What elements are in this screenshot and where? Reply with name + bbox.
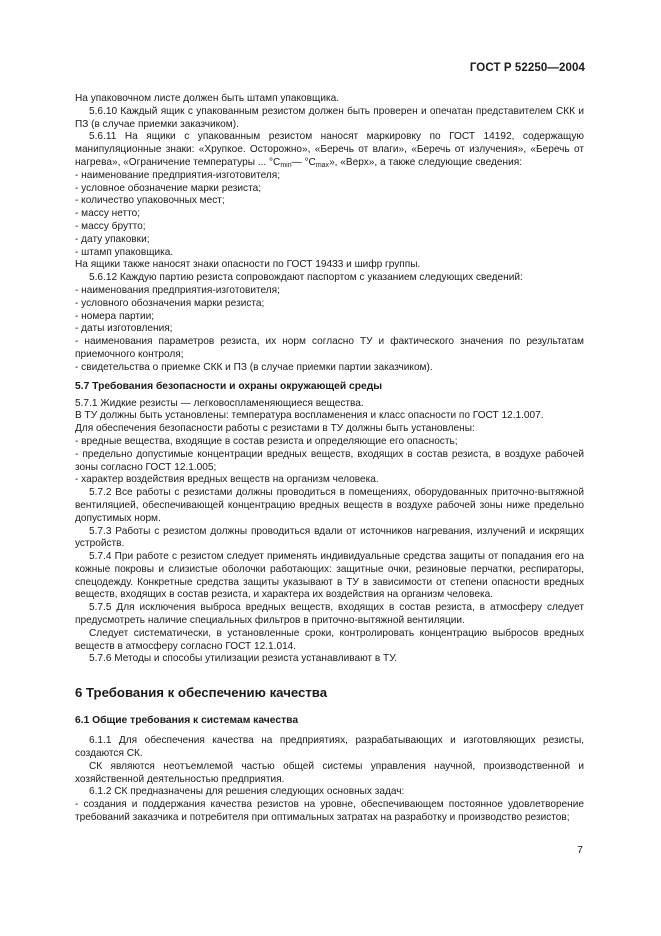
document-body [75, 93, 584, 825]
section-heading-6-1: 6.1 Общие требования к системам качества [75, 715, 299, 727]
subscript-min: min [280, 161, 292, 169]
paragraph: 5.7.6 Методы и способы утилизации резиста устанавливают в ТУ. [89, 653, 398, 665]
list-item: - вредные вещества, входящие в состав резиста и определяющие его опасность; [75, 435, 458, 447]
list-item: - штамп упаковщика. [75, 246, 174, 258]
section-heading-5-7: 5.7 Требования безопасности и охраны окружающей среды [75, 380, 383, 392]
paragraph: 6.1.1 Для обеспечения качества на предприятиях, разрабатывающих и изготовляющих резисты, создаются СК. [75, 735, 584, 760]
list-item: - количество упаковочных мест; [75, 195, 225, 207]
paragraph: На ящики также наносят знаки опасности по ГОСТ 19433 и шифр группы. [75, 259, 421, 271]
subscript-max: max [315, 161, 330, 169]
page-number: 7 [577, 844, 583, 856]
list-item: - наименования параметров резиста, их норм согласно ТУ и фактического значения по результатам приемочного контроля; [75, 336, 584, 360]
chapter-heading-6: 6 Требования к обеспечению качества [75, 685, 328, 701]
list-item: - дату упаковки; [75, 233, 150, 245]
list-item: - даты изготовления; [75, 323, 173, 335]
paragraph: В ТУ должны быть установлены: температура воспламенения и класс опасности по ГОСТ 12.1.007. [75, 410, 544, 422]
paragraph: Следует систематически, в установленные сроки, контролировать концентрацию выбросов вредных веществ в атмосферу согласно ГОСТ 12.1.014. [75, 627, 584, 652]
list-item: - наименования предприятия-изготовителя; [75, 284, 280, 296]
paragraph: 5.7.2 Все работы с резистами должны проводиться в помещениях, оборудованных приточно-вытяжной вентиляцией, обеспечивающей концентрацию вредных веществ в воздухе рабочей зоны ниже предельно допустимых норм. [75, 487, 584, 524]
list-item: - создания и поддержания качества резистов на уровне, обеспечивающем постоянное удовлетворение требований заказчика и потребителя при оптимальных затратах на разработку и производство резистов; [75, 799, 584, 824]
list-item: - массу нетто; [75, 208, 141, 220]
list-item: - массу брутто; [75, 220, 146, 232]
list-item: - характер воздействия вредных веществ на организм человека. [75, 474, 379, 486]
list-item: - свидетельства о приемке СКК и ПЗ (в случае приемки партии заказчиком). [75, 361, 433, 373]
list-item: - наименование предприятия-изготовителя; [75, 169, 281, 181]
paragraph: Для обеспечения безопасности работы с резистами в ТУ должны быть установлены: [75, 423, 475, 435]
paragraph: 6.1.2 СК предназначены для решения следующих основных задач: [89, 786, 405, 798]
list-item: - номера партии; [75, 310, 155, 322]
paragraph: 5.7.5 Для исключения выброса вредных веществ, входящих в состав резиста, в атмосферу следует предусмотреть наличие специальных фильтров в приточно-вытяжной вентиляции. [75, 602, 584, 627]
list-item: - условное обозначение марки резиста; [75, 182, 261, 194]
paragraph: СК являются неотъемлемой частью общей системы управления научной, производственной и хозяйственной деятельностью предприятия. [75, 760, 584, 785]
paragraph: 5.7.3 Работы с резистом должны проводиться вдали от источников нагревания, излучений и искрящих устройств. [75, 525, 584, 550]
standard-header: ГОСТ Р 52250—2004 [469, 62, 585, 74]
paragraph: 5.6.12 Каждую партию резиста сопровождают паспортом с указанием следующих сведений: [89, 272, 523, 284]
paragraph: 5.7.4 При работе с резистом следует применять индивидуальные средства защиты от попадания его на кожные покровы и слизистые оболочки работающих: защитные очки, резиновые перчатки, респираторы, спецодежду. Конкретные средства защиты указывают в ТУ в зависимости от степени опасности вредных веществ, входящих в состав резиста, и характера их воздействия на организм человека. [75, 551, 584, 601]
paragraph: 5.6.10 Каждый ящик с упакованным резистом должен быть проверен и опечатан представителем СКК и ПЗ (в случае приемки заказчиком). [75, 105, 584, 130]
paragraph: 5.6.11 На ящики с упакованным резистом наносят маркировку по ГОСТ 14192, содержащую манипуляционные знаки: «Хрупкое. Осторожно», «Беречь от влаги», «Беречь от излучения», «Беречь от нагрева», «Ограничение температуры ... $^\circ C_{min}—$ $^\circ C_{max}$», «Верх», а также следующие сведения: [75, 131, 584, 169]
paragraph: На упаковочном листе должен быть штамп упаковщика. [75, 93, 340, 104]
paragraph: 5.7.1 Жидкие резисты — легковоспламеняющиеся вещества. [75, 397, 364, 409]
list-item: - условного обозначения марки резиста; [75, 297, 265, 309]
list-item: - предельно допустимые концентрации вредных веществ, входящих в состав резиста, в воздухе рабочей зоны согласно ГОСТ 12.1.005; [75, 448, 584, 473]
